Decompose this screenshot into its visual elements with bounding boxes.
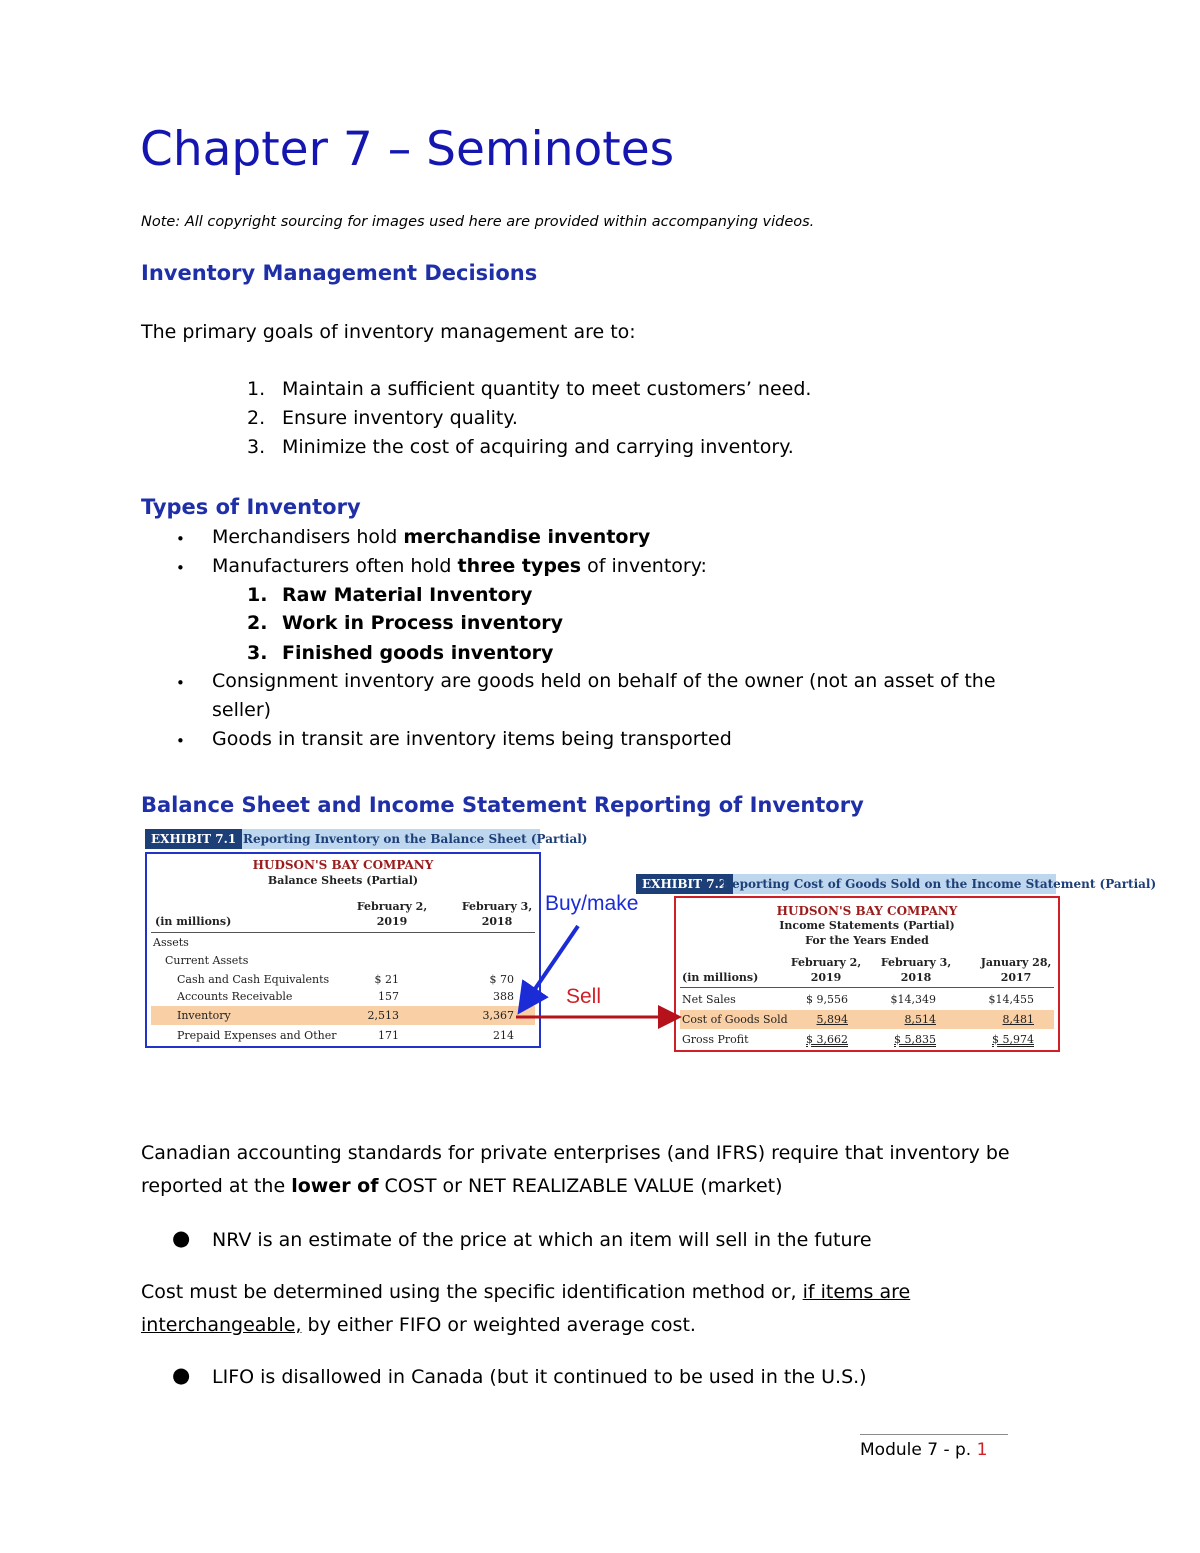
sub-number: 1. — [247, 584, 268, 606]
units-label: (in millions) — [155, 915, 232, 928]
bullet-icon: • — [176, 674, 185, 692]
page-number: 1 — [976, 1440, 988, 1460]
page-title: Chapter 7 – Seminotes — [140, 122, 675, 177]
list-item-continued: seller) — [212, 699, 272, 721]
row-label: Accounts Receivable — [177, 990, 293, 1003]
cell-value: $ 21 — [374, 973, 399, 986]
list-item: LIFO is disallowed in Canada (but it continued to be used in the U.S.) — [212, 1366, 867, 1388]
goal-number: 3. — [247, 436, 266, 458]
column-header: February 3, — [461, 900, 533, 913]
bullet-icon: ● — [172, 1226, 191, 1250]
column-header: February 3, — [880, 956, 952, 969]
column-header: 2018 — [900, 971, 932, 984]
sub-number: 3. — [247, 642, 268, 664]
bullet-icon: • — [176, 559, 185, 577]
goal-text: Maintain a sufficient quantity to meet customers’ need. — [282, 378, 812, 400]
statement-title: Balance Sheets (Partial) — [267, 874, 419, 887]
cell-value: $ 3,662 — [806, 1033, 848, 1046]
cell-value: $ 9,556 — [806, 993, 848, 1006]
copyright-note: Note: All copyright sourcing for images used here are provided within accompanying videos. — [141, 214, 815, 230]
goals-intro: The primary goals of inventory management are to: — [141, 321, 636, 343]
cell-value: 3,367 — [482, 1009, 514, 1022]
exhibit-title: Reporting Cost of Goods Sold on the Income Statement (Partial) — [722, 877, 1157, 891]
cell-value: $ 70 — [489, 973, 514, 986]
sub-item: Raw Material Inventory — [282, 584, 533, 606]
cell-value: 214 — [493, 1029, 514, 1042]
exhibit-tag: EXHIBIT 7.1 — [145, 829, 242, 849]
cell-value: 388 — [493, 990, 514, 1003]
cell-value: $14,455 — [988, 993, 1034, 1006]
statement-title: Income Statements (Partial) — [779, 919, 955, 932]
exhibit-tag: EXHIBIT 7.2 — [636, 874, 733, 894]
bullet-icon: • — [176, 530, 185, 548]
exhibit-title: Reporting Inventory on the Balance Sheet (Partial) — [243, 832, 588, 846]
buy-make-label: Buy/make — [545, 892, 639, 915]
page-footer: Module 7 - p. 1 — [860, 1440, 988, 1460]
list-item: Merchandisers hold merchandise inventory — [212, 526, 651, 548]
cell-value: $14,349 — [890, 993, 936, 1006]
row-label: Prepaid Expenses and Other — [177, 1029, 337, 1042]
heading-reporting: Balance Sheet and Income Statement Reporting of Inventory — [141, 793, 864, 817]
statement-period: For the Years Ended — [805, 934, 929, 947]
row-label: Gross Profit — [682, 1033, 749, 1046]
column-header: January 28, — [980, 956, 1052, 969]
company-name: HUDSON'S BAY COMPANY — [776, 904, 958, 918]
sub-item: Finished goods inventory — [282, 642, 554, 664]
row-label: Cash and Cash Equivalents — [177, 973, 330, 986]
column-header: 2019 — [810, 971, 842, 984]
paragraph-continued: reported at the lower of COST or NET REALIZABLE VALUE (market) — [141, 1175, 783, 1197]
paragraph: Cost must be determined using the specific identification method or, if items are — [141, 1281, 911, 1303]
row-label: Current Assets — [165, 954, 249, 967]
cell-value: 5,894 — [816, 1013, 848, 1026]
heading-inventory-management: Inventory Management Decisions — [141, 261, 538, 285]
column-header: February 2, — [790, 956, 862, 969]
footer-rule — [860, 1434, 1008, 1435]
buy-arrow — [522, 926, 578, 1008]
cell-value: $ 5,835 — [894, 1033, 936, 1046]
cell-value: 2,513 — [367, 1009, 399, 1022]
sub-number: 2. — [247, 612, 268, 634]
column-header: 2019 — [376, 915, 408, 928]
bullet-icon: ● — [172, 1363, 191, 1387]
list-item: Manufacturers often hold three types of inventory: — [212, 555, 707, 577]
heading-types-of-inventory: Types of Inventory — [141, 495, 361, 519]
goal-text: Minimize the cost of acquiring and carrying inventory. — [282, 436, 794, 458]
column-header: 2018 — [481, 915, 513, 928]
bullet-icon: • — [176, 732, 185, 750]
row-label: Cost of Goods Sold — [682, 1013, 788, 1026]
row-label: Inventory — [177, 1009, 231, 1022]
sub-item: Work in Process inventory — [282, 612, 564, 634]
sell-label: Sell — [566, 985, 602, 1008]
goal-number: 2. — [247, 407, 266, 429]
goal-number: 1. — [247, 378, 266, 400]
column-header: 2017 — [1000, 971, 1032, 984]
company-name: HUDSON'S BAY COMPANY — [252, 858, 434, 872]
cell-value: $ 5,974 — [992, 1033, 1034, 1046]
list-item: Goods in transit are inventory items being transported — [212, 728, 732, 750]
column-header: February 2, — [356, 900, 428, 913]
cell-value: 157 — [378, 990, 399, 1003]
paragraph: Canadian accounting standards for private enterprises (and IFRS) require that inventory be — [141, 1142, 1010, 1164]
list-item: Consignment inventory are goods held on behalf of the owner (not an asset of the — [212, 670, 996, 692]
row-label: Assets — [153, 936, 189, 949]
cell-value: 8,481 — [1002, 1013, 1034, 1026]
paragraph-continued: interchangeable, by either FIFO or weighted average cost. — [141, 1314, 696, 1336]
list-item: NRV is an estimate of the price at which an item will sell in the future — [212, 1229, 872, 1251]
cell-value: 171 — [378, 1029, 399, 1042]
row-label: Net Sales — [682, 993, 736, 1006]
cell-value: 8,514 — [904, 1013, 936, 1026]
units-label: (in millions) — [682, 971, 759, 984]
goal-text: Ensure inventory quality. — [282, 407, 518, 429]
